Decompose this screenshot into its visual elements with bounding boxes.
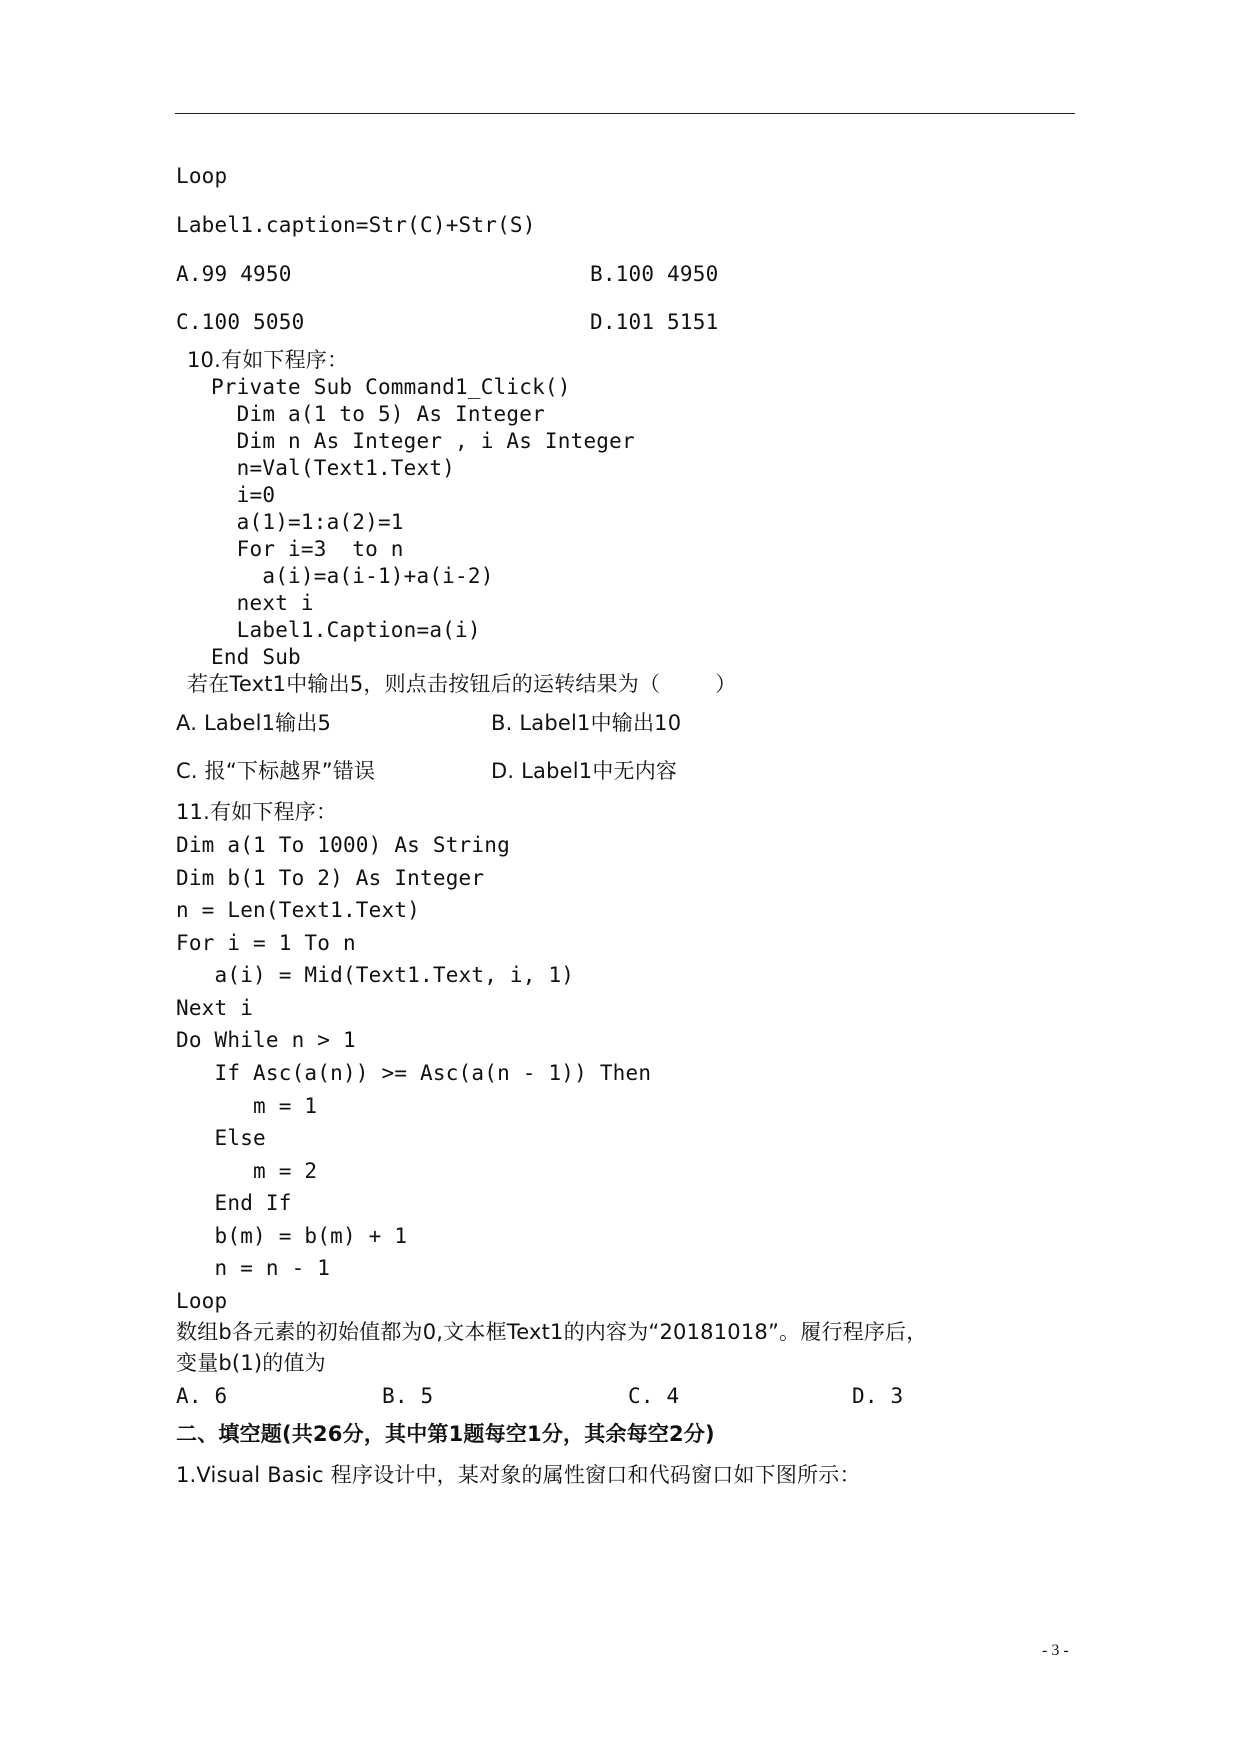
code-line: For i = 1 To n <box>176 931 356 955</box>
code-line: For i=3 to n <box>211 537 404 561</box>
code-line: Dim b(1 To 2) As Integer <box>176 866 485 890</box>
question-11-stem: 11.有如下程序： <box>176 800 338 824</box>
question-11-text: 变量b(1)的值为 <box>176 1351 326 1375</box>
code-line: m = 2 <box>176 1159 318 1183</box>
code-line: n=Val(Text1.Text) <box>211 456 456 480</box>
code-line: End If <box>176 1191 292 1215</box>
question-10-text: 若在Text1中输出5，则点击按钮后的运转结果为（ ） <box>187 672 737 696</box>
code-line: n = Len(Text1.Text) <box>176 898 421 922</box>
page-number: - 3 - <box>1042 1642 1069 1659</box>
code-line: Loop <box>176 1289 228 1313</box>
code-line: a(1)=1:a(2)=1 <box>211 510 404 534</box>
code-line: End Sub <box>211 645 301 669</box>
code-line: a(i) = Mid(Text1.Text, i, 1) <box>176 963 575 987</box>
code-line: Dim n As Integer , i As Integer <box>211 429 635 453</box>
code-line: a(i)=a(i-1)+a(i-2) <box>211 564 494 588</box>
option-a: A. Label1输出5 <box>176 711 332 735</box>
option-d: D.101 5151 <box>590 310 719 334</box>
code-line: n = n - 1 <box>176 1256 331 1280</box>
code-line: b(m) = b(m) + 1 <box>176 1224 408 1248</box>
code-line: Do While n > 1 <box>176 1028 356 1052</box>
code-line: m = 1 <box>176 1094 318 1118</box>
code-line: Next i <box>176 996 254 1020</box>
option-a: A.99 4950 <box>176 262 292 286</box>
option-c: C. 报“下标越界”错误 <box>176 759 376 783</box>
code-line: Label1.Caption=a(i) <box>211 618 481 642</box>
option-b: B. 5 <box>382 1384 434 1408</box>
code-line: Dim a(1 to 5) As Integer <box>211 402 545 426</box>
option-d: D. Label1中无内容 <box>491 759 678 783</box>
option-b: B.100 4950 <box>590 262 719 286</box>
code-line: Label1.caption=Str(C)+Str(S) <box>176 213 536 237</box>
code-line: next i <box>211 591 314 615</box>
code-line: i=0 <box>211 483 276 507</box>
option-a: A. 6 <box>176 1384 228 1408</box>
code-line: If Asc(a(n)) >= Asc(a(n - 1)) Then <box>176 1061 652 1085</box>
option-c: C. 4 <box>628 1384 680 1408</box>
code-line: Else <box>176 1126 266 1150</box>
section-heading: 二、填空题(共26分，其中第1题每空1分，其余每空2分) <box>176 1422 715 1446</box>
header-rule <box>175 113 1075 114</box>
code-line: Loop <box>176 164 228 188</box>
question-10-stem: 10.有如下程序： <box>187 348 349 372</box>
code-line: Private Sub Command1_Click() <box>211 375 571 399</box>
option-b: B. Label1中输出10 <box>491 711 682 735</box>
code-line: Dim a(1 To 1000) As String <box>176 833 510 857</box>
section-2-question-1: 1.Visual Basic 程序设计中，某对象的属性窗口和代码窗口如下图所示： <box>176 1463 861 1487</box>
question-11-text: 数组b各元素的初始值都为0,文本框Text1的内容为“20181018”。履行程序后， <box>176 1320 928 1344</box>
option-c: C.100 5050 <box>176 310 305 334</box>
option-d: D. 3 <box>852 1384 904 1408</box>
